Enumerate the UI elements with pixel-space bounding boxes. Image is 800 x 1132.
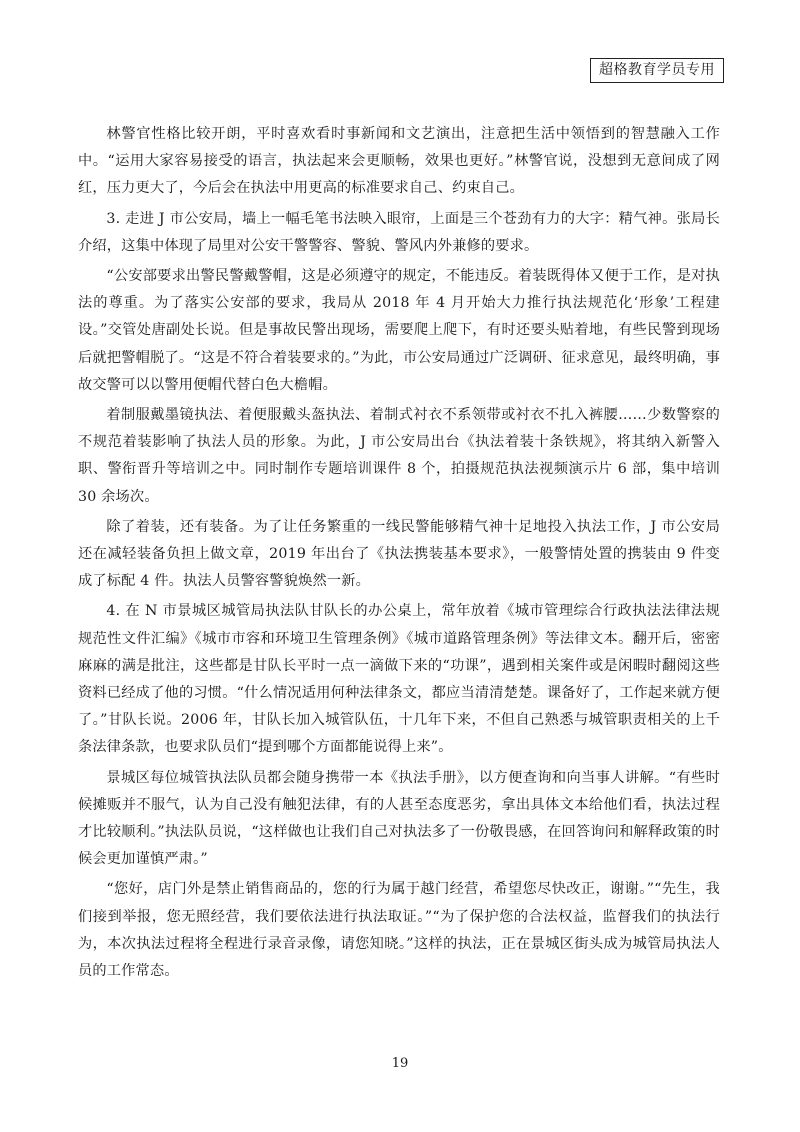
paragraph-2: 3. 走进 J 市公安局，墙上一幅毛笔书法映入眼帘，上面是三个苍劲有力的大字：精气神。张局长介绍，这集中体现了局里对公安干警警容、警貌、警风内外兼修的要求。: [78, 210, 720, 254]
page-number: 19: [391, 1056, 409, 1071]
paragraph-7: 景城区每位城管执法队员都会随身携带一本《执法手册》，以方便查询和向当事人讲解。“有些时候摊贩并不服气，认为自己没有触犯法律，有的人甚至态度恶劣，拿出具体文本给他们看，执法过程才比较顺利。”执法队员说，“这样做也让我们自己对执法多了一份敬畏感，在回答询问和解释政策的时候会更加谨慎严肃。”: [78, 769, 720, 868]
paragraph-1: 林警官性格比较开朗，平时喜欢看时事新闻和文艺演出，注意把生活中领悟到的智慧融入工作中。“运用大家容易接受的语言，执法起来会更顺畅，效果也更好。”林警官说，没想到无意间成了网红，压力更大了，今后会在执法中用更高的标准要求自己、约束自己。: [78, 126, 720, 197]
header-tag: 超格教育学员专用: [590, 58, 724, 83]
paragraph-4: 着制服戴墨镜执法、着便服戴头盔执法、着制式衬衣不系领带或衬衣不扎入裤腰……少数警察的不规范着装影响了执法人员的形象。为此，J 市公安局出台《执法着装十条铁规》，将其纳入新警入职、警衔晋升等培训之中。同时制作专题培训课件 8 个，拍摄规范执法视频演示片 6 部，集中培训 30 余场次。: [78, 407, 720, 505]
paragraph-8: “您好，店门外是禁止销售商品的，您的行为属于越门经营，希望您尽快改正，谢谢。”“先生，我们接到举报，您无照经营，我们要依法进行执法取证。”“为了保护您的合法权益，监督我们的执法行为，本次执法过程将全程进行录音录像，请您知晓。”这样的执法，正在景城区街头成为城管局执法人员的工作常态。: [78, 881, 720, 980]
paragraph-6: 4. 在 N 市景城区城管局执法队甘队长的办公桌上，常年放着《城市管理综合行政执法法律法规规范性文件汇编》《城市市容和环境卫生管理条例》《城市道路管理条例》等法律文本。翻开后，密密麻麻的满是批注，这些都是甘队长平时一点一滴做下来的“功课”，遇到相关案件或是闲暇时翻阅这些资料已经成了他的习惯。“什么情况适用何种法律条文，都应当清清楚楚。课备好了，工作起来就方便了。”甘队长说。2006 年，甘队长加入城管队伍，十几年下来，不但自己熟悉与城管职责相关的上千条法律条款，也要求队员们“提到哪个方面都能说得上来”。: [78, 603, 720, 756]
paragraph-3: “公安部要求出警民警戴警帽，这是必须遵守的规定，不能违反。着装既得体又便于工作，是对执法的尊重。为了落实公安部的要求，我局从 2018 年 4 月开始大力推行执法规范化‘形象’工程建设。”交管处唐副处长说。但是事故民警出现场，需要爬上爬下，有时还要头贴着地，有些民警到现场后就把警帽脱了。“这是不符合着装要求的。”为此，市公安局通过广泛调研、征求意见，最终明确，事故交警可以以警用便帽代替白色大檐帽。: [78, 268, 720, 393]
document-body: [78, 121, 720, 988]
paragraph-5: 除了着装，还有装备。为了让任务繁重的一线民警能够精气神十足地投入执法工作，J 市公安局还在减轻装备负担上做文章，2019 年出台了《执法携装基本要求》，一般警情处置的携装由 9 件变成了标配 4 件。执法人员警容警貌焕然一新。: [78, 518, 720, 590]
